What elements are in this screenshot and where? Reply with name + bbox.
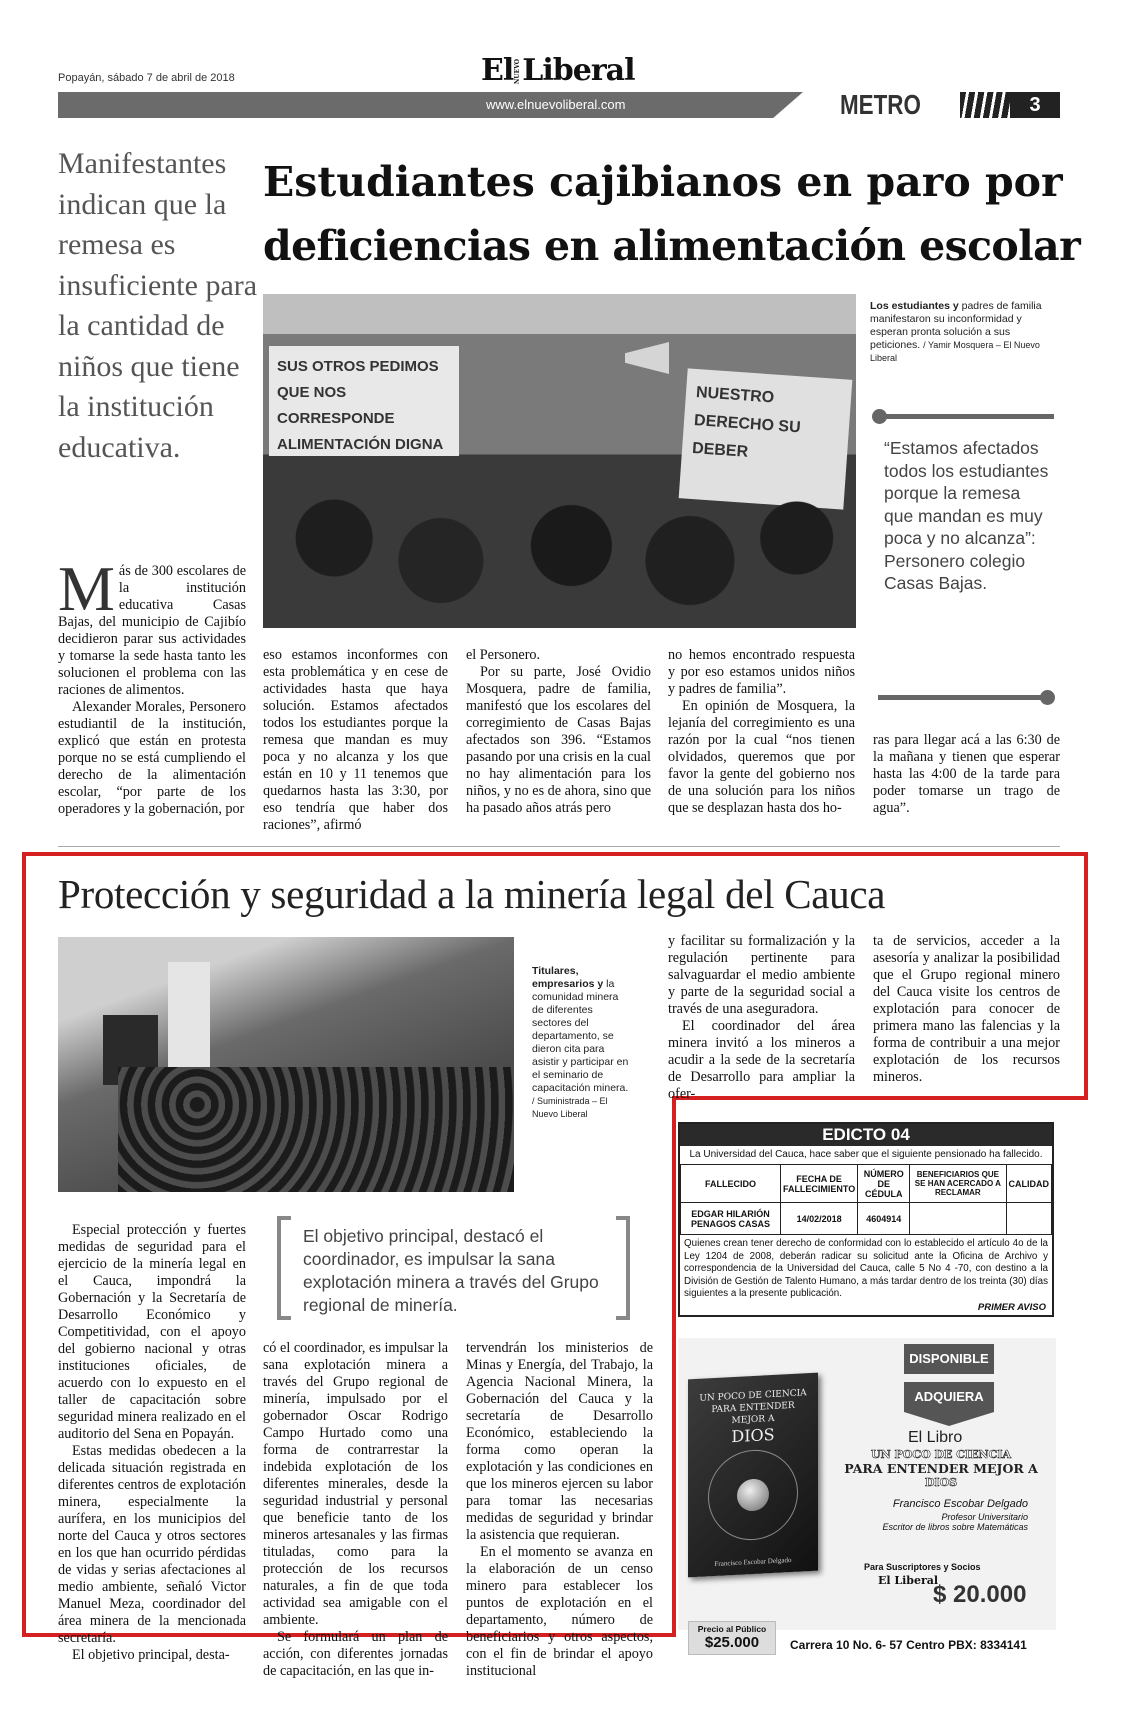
article1-col1-p2: Alexander Morales, Personero estudiantil de la institución, explicó que están en protesta porque no se está cumpliendo el derecho de la alimentación escolar, “por parte de los operadores y la gobernación, por <box>58 699 246 817</box>
book-author: Francisco Escobar Delgado <box>892 1498 1028 1510</box>
article2-col2-p1: có el coordinador, es impulsar la sana explotación minera a través del Grupo regional de minería, impulsado por el gobernador Oscar Rodrigo Campo Hurtado como una forma de contrarrestar la indebida explotación de los diferentes minerales, desde la seguridad industrial y personal que beneficie tanto de los mineros artesanales y las firmas tituladas, como para la protección de los recursos naturales, a fin de que toda actividad sea amigable con el ambiente. <box>263 1340 448 1628</box>
article1-col4-p1: no hemos encontrado respuesta y por eso estamos unidos niños y padres de familia”. <box>668 647 855 697</box>
crowd-silhouettes <box>263 478 856 628</box>
article2-top-col2-p1: ta de servicios, acceder a la asesoría y analizar la posibilidad que el Grupo regional minero del Cauca visite los centros de explotación para conocer de primera mano las falencias y la forma de contribuir a una mejor explotación de los recursos mineros. <box>873 933 1060 1085</box>
ad-address: Carrera 10 No. 6- 57 Centro PBX: 8334141 <box>790 1638 1027 1652</box>
edicto-header-fecha: FECHA DE FALLECIMIENTO <box>780 1165 857 1203</box>
cover-author: Francisco Escobar Delgado <box>714 1555 792 1569</box>
edicto-cell-date: 14/02/2018 <box>780 1203 857 1235</box>
small-logo: El Liberal <box>878 1574 939 1587</box>
protest-photo <box>263 294 856 628</box>
sidebar-quote: Manifestantes indican que la remesa es insuficiente para la cantidad de niños que tiene la institución educativa. <box>58 147 258 464</box>
protest-sign-left: SUS OTROS PEDIMOS QUE NOS CORRESPONDE ALIMENTACIÓN DIGNA <box>269 346 459 456</box>
edicto-cell-name: EDGAR HILARIÓN PENAGOS CASAS <box>681 1203 781 1235</box>
article2-col1-p2: Estas medidas obedecen a la delicada situación registrada en diferentes centros de explotación minera, especialmente la aurífera, en los municipios del norte del Cauca y otros sectores en los que han ocurrido pérdidas de vidas y serias afectaciones al medio ambiente, señaló Victor Manuel Meza, coordinador del área minera de la mencionada secretaría. <box>58 1443 246 1646</box>
disponible-badge: DISPONIBLE <box>904 1344 994 1374</box>
article1-col-1 <box>58 553 246 818</box>
edicto-cell-beneficiaries <box>910 1203 1006 1235</box>
logo-nuevo: NUEVO <box>514 58 522 84</box>
book-cover <box>688 1373 818 1578</box>
photo-caption <box>870 300 1060 365</box>
issue-date: Popayán, sábado 7 de abril de 2018 <box>58 72 235 84</box>
article2-col-3 <box>466 1340 653 1680</box>
pull-quote-dot-icon <box>872 409 887 424</box>
edicto-table <box>680 1164 1052 1235</box>
ribbon-arrow-icon <box>904 1412 994 1426</box>
public-price-label: Precio al Público <box>697 1624 767 1634</box>
page-number: 3 <box>1010 92 1060 118</box>
author-role-2: Escritor de libros sobre Matemáticas <box>882 1522 1028 1532</box>
header-bar <box>58 92 803 118</box>
pull-quote-end-dot-icon <box>1040 690 1055 705</box>
edicto-cell-id: 4604914 <box>858 1203 910 1235</box>
section-divider <box>58 846 1060 847</box>
article1-col-5 <box>873 732 1060 817</box>
headline-2: Protección y seguridad a la minería legal del Cauca <box>58 871 886 917</box>
seminar-photo <box>58 937 514 1192</box>
pull-quote-bottom-rule <box>878 695 1048 700</box>
section-stripes <box>960 92 1010 118</box>
headline <box>263 150 1080 278</box>
headline-line-1: Estudiantes cajibianos en paro por <box>263 158 1063 206</box>
edicto-body: Quienes crean tener derecho de conformidad con lo establecido el artículo 4o de la Ley 1204 de 2008, deberán radicar su solicitud ante la Oficina de Archivo y correspondencia de la Universidad del Cauca, calle 5 No 4 -70, con destino a la División de Gestión de Talento Humano, a más tardar dentro de los treinta (30) días siguientes a la presente publicación. <box>684 1238 1048 1299</box>
article2-top-col1-p1: y facilitar su formalización y la regulación pertinente para salvaguardar el medio ambiente y parte de la seguridad social a través de una aseguradora. <box>668 933 855 1017</box>
caption-text: padres de familia manifestaron su inconformidad y esperan pronta solución a sus peticiones. <box>870 300 1042 351</box>
article2-col1-p3: El objetivo principal, desta- <box>72 1647 230 1663</box>
subscribers-label: Para Suscriptores y Socios <box>864 1562 981 1572</box>
caption2-text: la comunidad minera de diferentes sectores del departamento, se dieron cita para asistir y participar en el seminario de capacitación minera. <box>532 978 629 1094</box>
pull-quote-2: El objetivo principal, destacó el coordinador, es impulsar la sana explotación minera a través del Grupo regional de minería. <box>303 1226 599 1315</box>
article2-top-col-2 <box>873 933 1060 1086</box>
adquiera-badge: ADQUIERA <box>904 1382 994 1412</box>
edicto-header-calidad: CALIDAD <box>1006 1165 1052 1203</box>
article1-lead: ás de 300 escolares de la institución educativa Casas Bajas, del municipio de Cajibío decidieron parar sus actividades y tomarse la sede hasta tanto les solucionen el problema con las raciones de alimentos. <box>58 563 246 698</box>
caption-bold: Los estudiantes y <box>870 300 959 312</box>
article2-top-col1-p2: El coordinador del área minera invitó a los mineros a acudir a la sede de la secretaría de Desarrollo para ampliar la ofer- <box>668 1018 855 1102</box>
logo-el: El <box>481 53 514 88</box>
article1-col5-p1: ras para llegar acá a las 6:30 de la mañana y tienen que esperar hasta las 4:00 de la tarde para poder tomarse un trago de agua”. <box>873 732 1060 816</box>
cover-line-1: UN POCO DE CIENCIA <box>699 1388 807 1404</box>
book-title-line-2: PARA ENTENDER MEJOR A <box>844 1461 1038 1476</box>
author-role-1: Profesor Universitario <box>941 1512 1028 1522</box>
edicto-notice: PRIMER AVISO <box>977 1302 1046 1313</box>
caption2-bold: Titulares, empresarios y <box>532 965 604 990</box>
el-libro-label: El Libro <box>908 1429 963 1446</box>
article1-col-2 <box>263 647 448 834</box>
seminar-photo-caption <box>532 965 632 1121</box>
article2-col2-p2: Se formulará un plan de acción, con diferentes jornadas de capacitación, en las que in- <box>263 1629 448 1679</box>
edicto-title: EDICTO 04 <box>680 1124 1052 1146</box>
article2-top-col-1 <box>668 933 855 1103</box>
megaphone-icon <box>625 342 669 374</box>
cover-line-2: PARA ENTENDER MEJOR A <box>711 1400 795 1427</box>
article1-col-4 <box>668 647 855 817</box>
article2-col3-p2: En el momento se avanza en la elaboración de un censo minero para establecer los puntos de explotación en el departamento, número de beneficiarios y otros aspectos, con el fin de brindar el apoyo institucional <box>466 1544 653 1679</box>
book-ad <box>678 1338 1056 1652</box>
section-name: METRO <box>840 89 921 120</box>
pull-quote-bracket-left <box>277 1216 291 1320</box>
edicto-cell-calidad <box>1006 1203 1052 1235</box>
article1-col3-p1: el Personero. <box>466 647 541 663</box>
book-title-line-1: UN POCO DE CIENCIA <box>870 1448 1012 1461</box>
planet-orbit-icon <box>708 1448 798 1543</box>
public-price-box <box>688 1621 776 1655</box>
headline-line-2: deficiencias en alimentación escolar <box>263 222 1081 270</box>
planet-icon <box>737 1478 769 1512</box>
book-title-line-3: DIOS <box>924 1476 958 1489</box>
article2-col-2 <box>263 1340 448 1680</box>
article1-col4-p2: En opinión de Mosquera, la lejanía del corregimiento es una razón por la cual “nos tienen olvidados, queremos que por favor la gente del gobierno nos de una solución para los niños que se desplazan hasta dos ho- <box>668 698 855 816</box>
banner <box>168 962 210 1072</box>
cover-line-3: DIOS <box>731 1424 775 1447</box>
pull-quote-bracket-right <box>616 1216 630 1320</box>
public-price: $25.000 <box>704 1634 760 1651</box>
edicto-intro: La Universidad del Cauca, hace saber que el siguiente pensionado ha fallecido. <box>689 1149 1043 1160</box>
book-title <box>828 1448 1054 1489</box>
edicto-box <box>678 1122 1054 1317</box>
article2-col3-p1: tervendrán los ministerios de Minas y Energía, del Trabajo, la Agencia Nacional Minera, la Gobernación del Cauca y la secretaría de Desarrollo Económico, estableciendo la forma como operan la explotación y las condiciones en que los mineros ejercen su labor para tomar las necesarias medidas de seguridad y brindar la asistencia que requieran. <box>466 1340 653 1543</box>
highlight-frame-right <box>1084 852 1088 1100</box>
edicto-header-cedula: NÚMERO DE CÉDULA <box>858 1165 910 1203</box>
protest-sign-right: NUESTRO DERECHO SU DEBER <box>679 368 853 509</box>
audience-silhouettes <box>118 1067 514 1192</box>
article1-col3-p2: Por su parte, José Ovidio Mosquera, padre de familia, manifestó que los escolares del corregimiento de Casas Bajas afectados son 396. “Estamos pasando por una crisis en la cual no hay alimentación para los niños, y no es de ahora, sino que ha pasado años atrás pero <box>466 664 651 816</box>
dropcap: M <box>58 553 115 624</box>
edicto-header-fallecido: FALLECIDO <box>681 1165 781 1203</box>
logo-liberal: Liberal <box>522 53 635 88</box>
caption2-credit: / Suministrada – El Nuevo Liberal <box>532 1096 608 1119</box>
article1-col2-p1: eso estamos inconformes con esta problemática y en cese de actividades hasta que haya solución. Estamos afectados todos los estudiantes porque la remesa que mandan es muy poca y no alcanza y los que están en 10 y 11 tenemos que quedarnos hasta las 3:30, por eso tendría que haber dos raciones”, afirmó <box>263 647 448 833</box>
edicto-header-beneficiarios: BENEFICIARIOS QUE SE HAN ACERCADO A RECLAMAR <box>910 1165 1006 1203</box>
article2-col1-p1: Especial protección y fuertes medidas de seguridad para el ejercicio de la minería legal en el Cauca, impondrá la Gobernación y la Secretaría de Desarrollo Económico y Competitividad, con el apoyo del gobierno nacional y otras instituciones oficiales, de acuerdo con lo expuesto en el taller de capacitación sobre seguridad minera realizado en el auditorio del Sena en Popayán. <box>58 1222 246 1442</box>
article1-col-3 <box>466 647 651 817</box>
caption-credit: / Yamir Mosquera – El Nuevo Liberal <box>870 340 1040 363</box>
member-price: $ 20.000 <box>933 1581 1027 1608</box>
masthead-logo <box>481 53 635 88</box>
article2-col-1 <box>58 1222 246 1664</box>
website-url[interactable]: www.elnuevoliberal.com <box>486 97 626 112</box>
pull-quote-top-rule <box>878 414 1054 419</box>
pull-quote: “Estamos afectados todos los estudiantes porque la remesa que mandan es muy poca y no alcanza”: Personero colegio Casas Bajas. <box>884 438 1049 593</box>
